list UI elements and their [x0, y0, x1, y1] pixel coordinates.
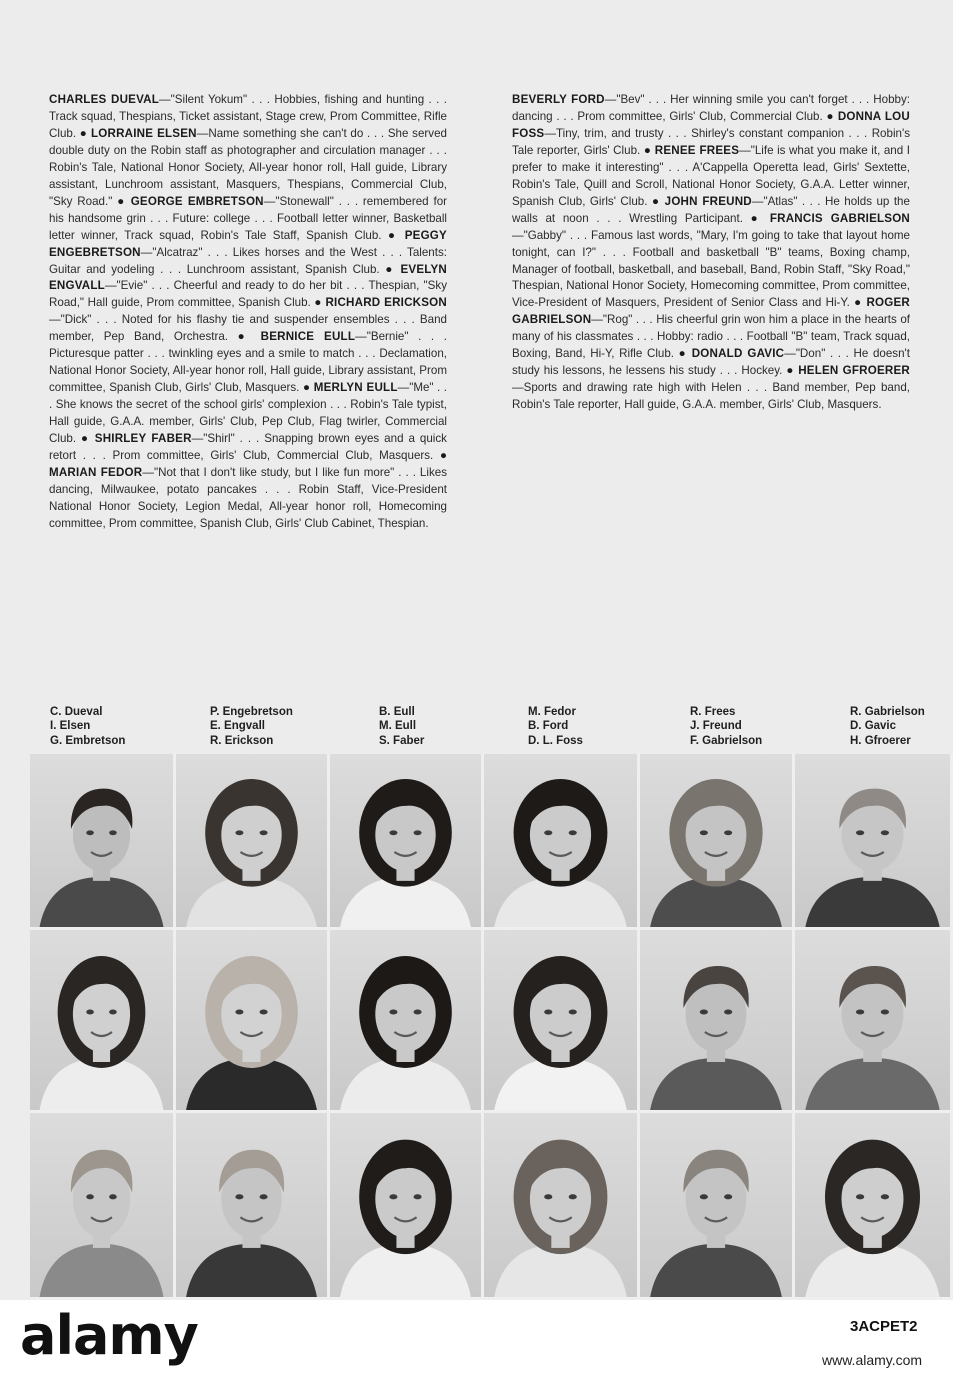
student-description: —"Silent Yokum" . . . Hobbies, fishing and hunting . . . Track squad, Thespians, Ticket assistant, Stage crew, Prom Committee, Rifle Club.	[49, 93, 447, 140]
watermark-site-url: www.alamy.com	[822, 1352, 923, 1368]
student-name: HELEN GFROERER	[798, 364, 910, 378]
bullet-icon: ●	[302, 381, 311, 395]
bullet-icon: ●	[678, 347, 688, 361]
name-caption-group	[379, 705, 539, 748]
portrait-icon	[176, 754, 327, 927]
student-portrait	[176, 930, 330, 1113]
student-name: DONALD GAVIC	[691, 347, 785, 361]
portrait-grid	[30, 754, 953, 1300]
portrait-icon	[795, 930, 950, 1110]
student-portrait	[30, 754, 176, 930]
bullet-icon: ●	[786, 364, 795, 378]
student-portrait	[795, 754, 953, 930]
student-name: FRANCIS GABRIELSON	[769, 211, 911, 225]
bullet-icon: ●	[750, 211, 763, 225]
name-caption: H. Gfroerer	[850, 734, 911, 747]
student-portrait	[30, 1113, 176, 1300]
bullet-icon: ●	[237, 330, 252, 344]
name-caption: R. Frees	[690, 706, 736, 718]
student-name: DONNA LOU FOSS	[512, 109, 910, 140]
biography-column-right	[512, 92, 910, 414]
student-description: —"Life is what you make it, and I prefer to make it interesting" . . . A'Cappella Operetta lead, Girls' Sextette, Robin's Tale, Quill and Scroll, National Honor Society, G.A.A. Letter winner, Spanish Club, Girls' Club.	[512, 143, 910, 208]
portrait-icon	[640, 930, 792, 1110]
student-name: CHARLES DUEVAL	[49, 93, 160, 106]
student-name: RENEE FREES	[654, 143, 740, 157]
name-caption: M. Fedor	[528, 706, 576, 718]
biography-entry	[49, 432, 447, 462]
student-description: —"Rog" . . . His cheerful grin won him a place in the hearts of many of his classmates . . . Hobby: radio . . . Football "B" team, Track squad, Boxing, Band, Hi-Y, Rifle Club.	[512, 313, 910, 361]
name-caption: I. Elsen	[50, 720, 91, 733]
student-description: —"Stonewall" . . . remembered for his handsome grin . . . Future: college . . . Football letter winner, Basketball letter winner, Track squad, Robin's Tale Staff, Spanish Club.	[49, 194, 448, 242]
watermark-logo: alamy	[20, 1304, 198, 1367]
portrait-icon	[330, 930, 481, 1110]
name-caption-group	[528, 705, 688, 748]
student-portrait	[484, 1113, 640, 1300]
bullet-icon: ●	[81, 432, 90, 446]
student-description: —"Evie" . . . Cheerful and ready to do her bit . . . Thespian, "Sky Road," Hall guide, Prom committee, Spanish Club.	[49, 279, 447, 310]
student-description: —"Gabby" . . . Famous last words, "Mary, I'm going to take that layout home tonight, can I?" . . . Football and basketball "B" teams, Boxing champ, Manager of football, basketball, and baseball, Band, Robin Staff, "Sky Road," Thespian, National Honor Society, Homecoming committee, Prom committee, Vice-President of Masquers, President of Senior Class and Hi-Y.	[512, 228, 910, 310]
portrait-icon	[640, 754, 792, 927]
student-description: —Name something she can't do . . . She served double duty on the Robin staff as photographer and circulation manager . . . Robin's Tale, National Honor Society, All-year honor roll, Hall guide, Library assistant, Lunchroom assistant, Masquers, Thespians, Commercial Club, "Sky Road."	[49, 126, 447, 208]
portrait-icon	[176, 1113, 327, 1297]
name-caption: S. Faber	[379, 734, 425, 747]
portrait-icon	[30, 930, 173, 1110]
student-portrait	[30, 930, 176, 1113]
biography-column-left	[49, 92, 447, 533]
watermark-image-id: 3ACPET2	[850, 1318, 918, 1335]
portrait-icon	[30, 754, 173, 927]
student-description: —Sports and drawing rate high with Helen . . . Band member, Pep band, Robin's Tale reporter, Hall guide, G.A.A. member, Girls' Club, Masquers.	[512, 381, 910, 412]
student-description: —"Dick" . . . Noted for his flashy tie and suspender ensembles . . . Band member, Pep Band, Orchestra.	[49, 313, 447, 344]
bullet-icon: ●	[643, 143, 652, 157]
bullet-icon: ●	[651, 194, 661, 208]
name-caption: G. Embretson	[50, 734, 126, 747]
bullet-icon: ●	[117, 194, 126, 208]
student-name: RICHARD ERICKSON	[325, 296, 447, 310]
bullet-icon: ●	[388, 228, 399, 242]
name-caption: M. Eull	[379, 720, 417, 733]
name-caption: B. Ford	[528, 720, 569, 733]
student-name: JOHN FREUND	[664, 194, 752, 208]
bullet-icon: ●	[439, 449, 447, 463]
bullet-icon: ●	[79, 126, 88, 140]
name-caption-group	[850, 705, 953, 748]
student-name: EVELYN ENGVALL	[49, 262, 447, 293]
student-portrait	[330, 754, 484, 930]
student-portrait	[640, 754, 795, 930]
student-description: —"Not that I don't like study, but I like fun more" . . . Likes dancing, Milwaukee, potato pancakes . . . Robin Staff, Vice-President National Honor Society, Legion Medal, All-year honor roll, Homecoming committee, Prom committee, Spanish Club, Girls' Club Cabinet, Thespian.	[49, 465, 447, 530]
student-portrait	[330, 1113, 484, 1300]
student-name: ROGER GABRIELSON	[512, 296, 910, 327]
student-description: —"Bev" . . . Her winning smile you can't forget . . . Hobby: dancing . . . Prom committee, Girls' Club, Commercial Club.	[512, 93, 911, 123]
portrait-icon	[330, 754, 481, 927]
student-description: —"Shirl" . . . Snapping brown eyes and a quick retort . . . Prom committee, Girls' Club, Commercial Club, Masquers.	[49, 432, 447, 463]
student-description: —"Bernie" . . . Picturesque patter . . . twinkling eyes and a smile to match . . . Declamation, National Honor Society, All-year honor roll, Hall guide, Library assistant, Prom committee, Spanish Club, Girls' Club, Masquers.	[49, 330, 447, 395]
portrait-icon	[640, 1113, 792, 1297]
student-name: LORRAINE ELSEN	[91, 126, 197, 140]
student-description: —"Atlas" . . . He holds up the walls at noon . . . Wrestling Participant.	[512, 194, 910, 225]
portrait-icon	[30, 1113, 173, 1297]
student-name: SHIRLEY FABER	[94, 432, 192, 446]
name-caption: F. Gabrielson	[690, 734, 763, 747]
bullet-icon: ●	[854, 296, 863, 310]
student-name: GEORGE EMBRETSON	[130, 194, 264, 208]
name-caption: E. Engvall	[210, 720, 265, 733]
student-description: —Tiny, trim, and trusty . . . Shirley's constant companion . . . Robin's Tale reporter, Girls' Club.	[512, 126, 910, 157]
portrait-icon	[484, 930, 637, 1110]
portrait-icon	[176, 930, 327, 1110]
student-portrait	[795, 1113, 953, 1300]
student-portrait	[176, 754, 330, 930]
portrait-icon	[330, 1113, 481, 1297]
name-caption-group	[690, 705, 850, 748]
portrait-icon	[484, 754, 637, 927]
portrait-icon	[795, 1113, 950, 1297]
student-name: MARIAN FEDOR	[49, 465, 143, 479]
student-portrait	[795, 930, 953, 1113]
name-caption: C. Dueval	[50, 706, 103, 718]
student-portrait	[484, 930, 640, 1113]
student-name: BERNICE EULL	[260, 330, 356, 344]
bullet-icon: ●	[385, 262, 395, 276]
student-portrait	[640, 1113, 795, 1300]
name-caption-group	[50, 705, 210, 748]
student-portrait	[640, 930, 795, 1113]
name-caption: P. Engebretson	[210, 706, 293, 718]
student-portrait	[330, 930, 484, 1113]
name-caption: B. Eull	[379, 706, 415, 718]
name-caption: J. Freund	[690, 720, 742, 733]
portrait-icon	[484, 1113, 637, 1297]
student-description: —"Don" . . . He doesn't study his lessons, he lessens his study . . . Hockey.	[512, 347, 910, 378]
name-caption: D. L. Foss	[528, 734, 583, 747]
name-caption: D. Gavic	[850, 720, 897, 733]
name-caption: R. Gabrielson	[850, 706, 925, 718]
name-caption: R. Erickson	[210, 734, 274, 747]
portrait-icon	[795, 754, 950, 927]
student-description: —"Me" . . . She knows the secret of the school girls' complexion . . . Robin's Tale typist, Hall guide, G.A.A. member, Girls' Club, Pep Club, Flag twirler, Commercial Club.	[49, 381, 447, 446]
student-name: MERLYN EULL	[313, 381, 398, 395]
student-name: PEGGY ENGEBRETSON	[49, 228, 447, 259]
student-description: —"Alcatraz" . . . Likes horses and the West . . . Talents: Guitar and yodeling . . . Lunchroom assistant, Spanish Club.	[49, 245, 447, 276]
student-name: BEVERLY FORD	[512, 93, 605, 106]
bullet-icon: ●	[314, 296, 322, 310]
student-portrait	[484, 754, 640, 930]
bullet-icon: ●	[826, 109, 835, 123]
name-caption-group	[210, 705, 370, 748]
biography-entry	[512, 212, 910, 310]
student-portrait	[176, 1113, 330, 1300]
